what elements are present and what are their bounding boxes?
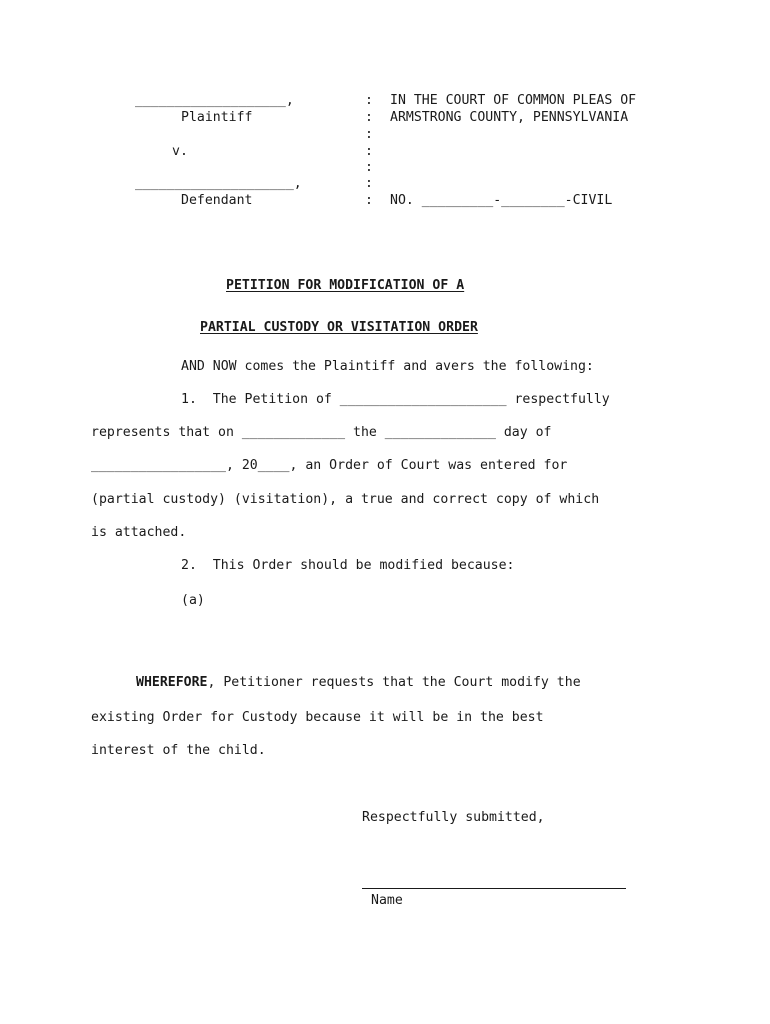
caption-colon: : [365,160,373,175]
document-title-line2: PARTIAL CUSTODY OR VISITATION ORDER [200,320,478,335]
defendant-blank[interactable]: ____________________, [135,176,302,191]
signature-name-label: Name [371,893,403,908]
paragraph-1-line3[interactable]: _________________, 20____, an Order of Court was entered for [91,458,568,473]
caption-colon: : [365,93,373,108]
wherefore-line2: existing Order for Custody because it will be in the best [91,710,544,725]
caption-colon: : [365,176,373,191]
paragraph-2: 2. This Order should be modified because: [181,558,515,573]
wherefore-line1 [136,675,581,691]
wherefore-text: , Petitioner requests that the Court modify the [207,675,581,690]
court-name-line2: ARMSTRONG COUNTY, PENNSYLVANIA [390,110,629,125]
caption-colon: : [365,144,373,159]
closing-text: Respectfully submitted, [362,810,545,825]
paragraph-1-line4: (partial custody) (visitation), a true and correct copy of which [91,492,600,507]
caption-colon: : [365,110,373,125]
signature-line[interactable] [362,888,626,889]
paragraph-2-item-a: (a) [181,593,205,608]
paragraph-1-line1[interactable]: 1. The Petition of _____________________ respectfully [181,392,610,407]
paragraph-1-line5: is attached. [91,525,187,540]
versus-label: v. [172,144,188,159]
wherefore-line3: interest of the child. [91,743,266,758]
defendant-label: Defendant [181,193,253,208]
wherefore-keyword: WHEREFORE [136,675,208,690]
plaintiff-blank[interactable]: ___________________, [135,93,294,108]
caption-colon: : [365,193,373,208]
paragraph-1-line2[interactable]: represents that on _____________ the ______________ day of [91,425,552,440]
document-title-line1: PETITION FOR MODIFICATION OF A [226,278,465,293]
caption-colon: : [365,127,373,142]
intro-paragraph: AND NOW comes the Plaintiff and avers the following: [181,359,594,374]
plaintiff-label: Plaintiff [181,110,253,125]
court-name-line1: IN THE COURT OF COMMON PLEAS OF [390,93,637,108]
case-number[interactable]: NO. _________-________-CIVIL [390,193,613,208]
